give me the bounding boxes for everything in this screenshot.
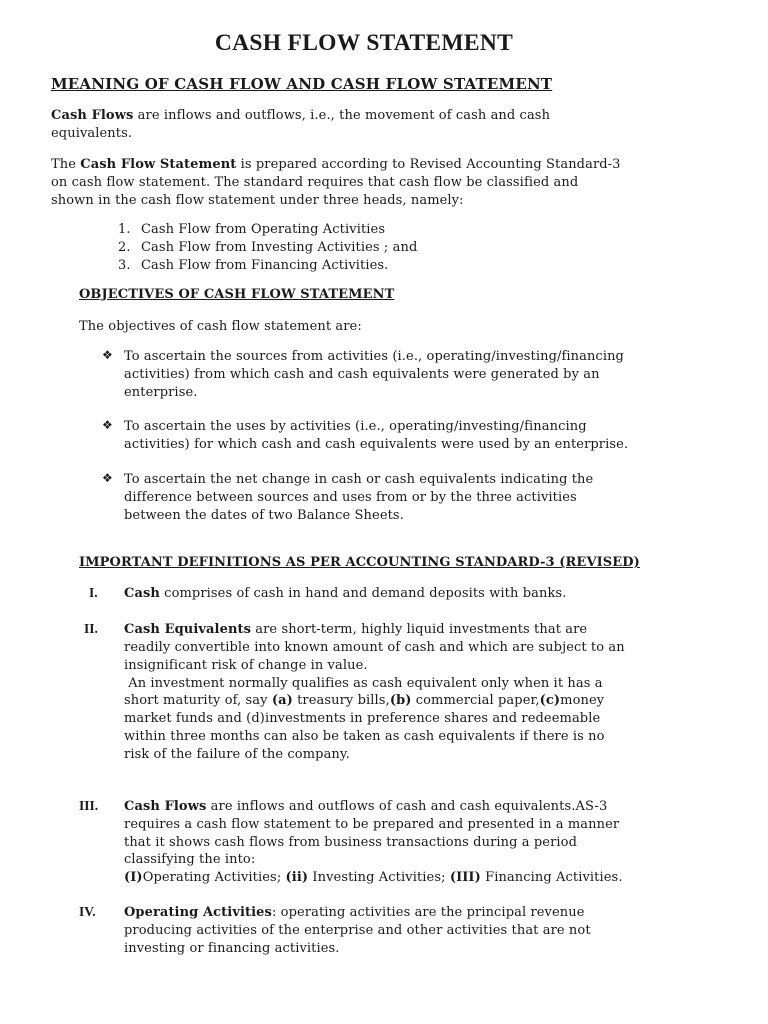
term-operating-activities: Operating Activities <box>124 905 272 920</box>
list-item <box>118 221 385 239</box>
objective-bullet-3-line-1: To ascertain the net change in cash or cash equivalents indicating the <box>124 472 594 487</box>
definition-cash-flows-line-4: classifying the into: <box>124 852 256 867</box>
list-text: Cash Flow from Financing Activities. <box>141 258 389 273</box>
section-heading-definitions: IMPORTANT DEFINITIONS AS PER ACCOUNTING STANDARD-3 (REVISED) <box>79 555 640 570</box>
marker-iii: (III) <box>449 870 481 885</box>
text-span: : operating activities are the principal revenue <box>271 905 585 920</box>
definition-cash-equivalents-line-8: risk of the failure of the company. <box>124 747 350 762</box>
objective-bullet-1-line-3: enterprise. <box>124 385 198 400</box>
text-span: The <box>51 157 81 172</box>
text-span: is prepared according to Revised Accounting Standard-3 <box>236 157 621 172</box>
term-cash-equivalents: Cash Equivalents <box>124 622 252 637</box>
definition-operating-activities-line-3: investing or financing activities. <box>124 941 340 956</box>
definition-cash-equivalents-line-5 <box>124 692 604 710</box>
definition-number: II. <box>84 621 98 636</box>
objective-bullet-1-line-1: To ascertain the sources from activities (i.e., operating/investing/financing <box>124 349 624 364</box>
list-number: 1. <box>118 222 131 237</box>
marker-ii: (ii) <box>285 870 309 885</box>
definition-number: III. <box>79 798 99 813</box>
list-number: 2. <box>118 240 131 255</box>
objective-bullet-3-line-2: difference between sources and uses from or by the three activities <box>124 490 577 505</box>
definition-cash-equivalents-line-6: market funds and (d)investments in preference shares and redeemable <box>124 711 601 726</box>
text-span: money <box>560 693 605 708</box>
text-span: are inflows and outflows, i.e., the movement of cash and cash <box>133 108 551 123</box>
definition-cash-equivalents-line-7: within three months can also be taken as cash equivalents if there is no <box>124 729 605 744</box>
list-text: Cash Flow from Investing Activities ; and <box>141 240 418 255</box>
section-heading-objectives: OBJECTIVES OF CASH FLOW STATEMENT <box>79 287 395 302</box>
meaning-paragraph-2-line-2: on cash flow statement. The standard requires that cash flow be classified and <box>51 175 579 190</box>
section-heading-meaning: MEANING OF CASH FLOW AND CASH FLOW STATEMENT <box>51 75 553 93</box>
list-item <box>118 239 417 257</box>
text-span: comprises of cash in hand and demand deposits with banks. <box>159 586 567 601</box>
term-cash-flows-def: Cash Flows <box>124 799 207 814</box>
objective-bullet-3-line-3: between the dates of two Balance Sheets. <box>124 508 404 523</box>
marker-c: (c) <box>539 693 561 708</box>
marker-i: (I) <box>124 870 143 885</box>
text-span: Financing Activities. <box>480 870 623 885</box>
list-item <box>118 257 388 275</box>
meaning-paragraph-1-line-2: equivalents. <box>51 126 133 141</box>
objectives-intro: The objectives of cash flow statement are: <box>79 319 362 334</box>
text-span: Investing Activities; <box>308 870 450 885</box>
meaning-paragraph-2-line-1 <box>51 156 621 174</box>
definition-cash-flows-line-1 <box>124 798 607 816</box>
objective-bullet-2-line-1: To ascertain the uses by activities (i.e., operating/investing/financing <box>124 419 587 434</box>
term-cash-flows: Cash Flows <box>51 108 134 123</box>
list-text: Cash Flow from Operating Activities <box>141 222 386 237</box>
definition-cash-flows-line-5 <box>124 869 623 887</box>
definition-cash-flows-line-2: requires a cash flow statement to be prepared and presented in a manner <box>124 817 620 832</box>
definition-operating-activities-line-1 <box>124 904 585 922</box>
text-span: Operating Activities; <box>142 870 286 885</box>
text-span: commercial paper, <box>411 693 540 708</box>
definition-cash-flows-line-3: that it shows cash flows from business transactions during a period <box>124 835 577 850</box>
text-span: treasury bills, <box>292 693 390 708</box>
objective-bullet-1-line-2: activities) from which cash and cash equivalents were generated by an <box>124 367 600 382</box>
list-number: 3. <box>118 258 131 273</box>
definition-cash-equivalents-line-4: An investment normally qualifies as cash equivalent only when it has a <box>124 676 603 691</box>
diamond-bullet-icon: ❖ <box>102 471 113 485</box>
definition-number: I. <box>89 585 98 600</box>
diamond-bullet-icon: ❖ <box>102 418 113 432</box>
definition-number: IV. <box>79 904 96 919</box>
definition-cash-equivalents-line-1 <box>124 621 587 639</box>
term-cash-flow-statement: Cash Flow Statement <box>80 157 237 172</box>
meaning-paragraph-2-line-3: shown in the cash flow statement under three heads, namely: <box>51 193 464 208</box>
diamond-bullet-icon: ❖ <box>102 348 113 362</box>
text-span: are short-term, highly liquid investments that are <box>251 622 588 637</box>
marker-b: (b) <box>389 693 412 708</box>
meaning-paragraph-1-line-1 <box>51 107 550 125</box>
definition-cash-equivalents-line-2: readily convertible into known amount of cash and which are subject to an <box>124 640 625 655</box>
text-span: are inflows and outflows of cash and cash equivalents.AS-3 <box>206 799 608 814</box>
definition-cash-equivalents-line-3: insignificant risk of change in value. <box>124 658 368 673</box>
objective-bullet-2-line-2: activities) for which cash and cash equivalents were used by an enterprise. <box>124 437 629 452</box>
definition-cash-line-1 <box>124 585 566 603</box>
term-cash: Cash <box>124 586 160 601</box>
marker-a: (a) <box>271 693 293 708</box>
page-title: CASH FLOW STATEMENT <box>214 30 514 56</box>
definition-operating-activities-line-2: producing activities of the enterprise and other activities that are not <box>124 923 591 938</box>
text-span: short maturity of, say <box>124 693 272 708</box>
